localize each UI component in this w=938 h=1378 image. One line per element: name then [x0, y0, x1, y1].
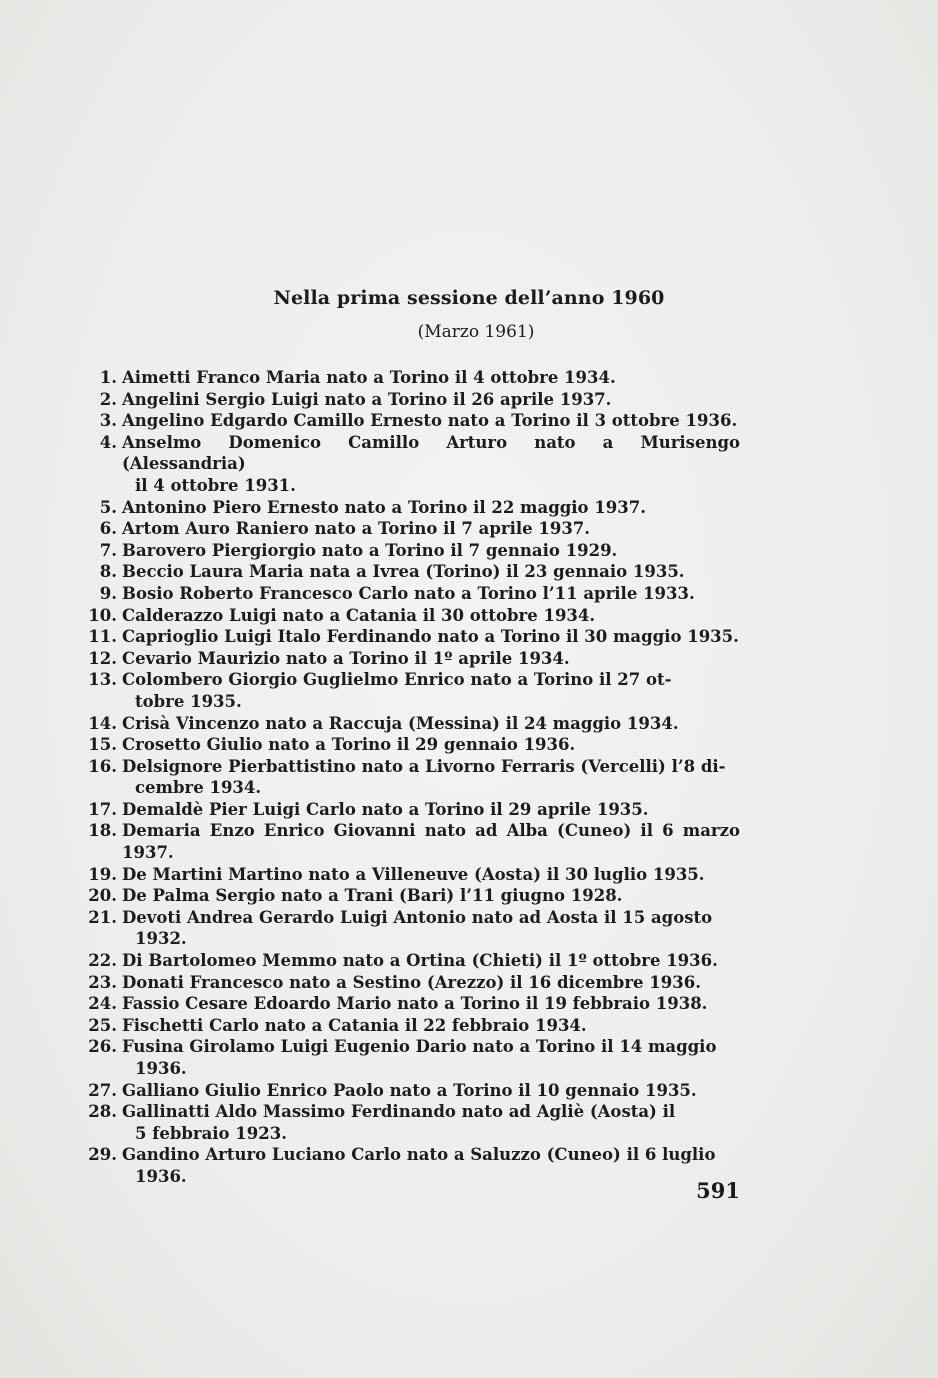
entry-line: Crosetto Giulio nato a Torino il 29 gennaio 1936.: [122, 735, 576, 755]
entry-continuation-line: 1932.: [135, 929, 187, 949]
list-item: [80, 497, 740, 519]
entry-text: [122, 410, 740, 432]
entry-number: 25.: [88, 1015, 117, 1035]
list-item: [80, 367, 740, 389]
graduate-list: [80, 367, 740, 1188]
entry-number: 24.: [88, 994, 117, 1014]
entry-number: 14.: [88, 713, 117, 733]
entry-number: 17.: [88, 799, 117, 819]
entry-text: [122, 367, 740, 389]
entry-number: 3.: [99, 411, 117, 431]
entry-text: [122, 885, 740, 907]
list-item: [80, 561, 740, 583]
list-item: [80, 648, 740, 670]
entry-line: Demaldè Pier Luigi Carlo nato a Torino il 29 aprile 1935.: [122, 799, 649, 819]
entry-text: [122, 1144, 740, 1187]
entry-number: 29.: [88, 1145, 117, 1165]
list-item: [80, 669, 740, 712]
list-item: [80, 626, 740, 648]
entry-line: Caprioglio Luigi Italo Ferdinando nato a Torino il 30 maggio 1935.: [122, 627, 739, 647]
list-item: [80, 1080, 740, 1102]
entry-line: Anselmo Domenico Camillo Arturo nato a Murisengo (Alessandria): [122, 432, 740, 474]
entry-line: Beccio Laura Maria nata a Ivrea (Torino) il 23 gennaio 1935.: [122, 562, 685, 582]
list-item: [80, 1101, 740, 1144]
entry-text: [122, 734, 740, 756]
list-item: [80, 972, 740, 994]
entry-line: Angelino Edgardo Camillo Ernesto nato a Torino il 3 ottobre 1936.: [122, 411, 738, 431]
entry-text: [122, 669, 740, 712]
entry-continuation-line: il 4 ottobre 1931.: [135, 475, 296, 495]
entry-text: [122, 518, 740, 540]
entry-continuation-line: 1936.: [135, 1059, 187, 1078]
entry-text: [122, 1015, 740, 1037]
entry-number: 13.: [88, 670, 117, 690]
entry-line: Antonino Piero Ernesto nato a Torino il 22 maggio 1937.: [122, 497, 646, 517]
entry-line: Di Bartolomeo Memmo nato a Ortina (Chieti) il 1º ottobre 1936.: [122, 951, 718, 971]
list-item: [80, 518, 740, 540]
entry-number: 2.: [99, 389, 117, 409]
list-item: [80, 820, 740, 863]
list-item: [80, 734, 740, 756]
list-item: [80, 993, 740, 1015]
list-item: [80, 389, 740, 411]
list-item: [80, 885, 740, 907]
entry-number: 1.: [99, 368, 117, 387]
entry-text: [122, 432, 740, 497]
entry-line: Cevario Maurizio nato a Torino il 1º aprile 1934.: [122, 648, 570, 668]
list-item: [80, 583, 740, 605]
entry-number: 10.: [88, 605, 117, 625]
list-item: [80, 799, 740, 821]
entry-line: Aimetti Franco Maria nato a Torino il 4 ottobre 1934.: [122, 368, 616, 387]
list-item: [80, 410, 740, 432]
entry-number: 9.: [99, 583, 117, 603]
entry-number: 15.: [88, 735, 117, 755]
entry-number: 20.: [88, 886, 117, 906]
entry-number: 28.: [88, 1102, 117, 1122]
list-item: [80, 432, 740, 497]
list-item: [80, 540, 740, 562]
entry-number: 4.: [99, 432, 117, 452]
entry-line: Fassio Cesare Edoardo Mario nato a Torino il 19 febbraio 1938.: [122, 994, 708, 1014]
entry-line: De Martini Martino nato a Villeneuve (Aosta) il 30 luglio 1935.: [122, 864, 705, 884]
entry-continuation-line: tobre 1935.: [135, 691, 242, 711]
entry-text: [122, 540, 740, 562]
entry-text: [122, 993, 740, 1015]
entry-continuation-line: 5 febbraio 1923.: [135, 1123, 287, 1143]
list-item: [80, 864, 740, 886]
entry-text: [122, 1036, 740, 1079]
entry-number: 27.: [88, 1080, 117, 1100]
entry-line: Gandino Arturo Luciano Carlo nato a Saluzzo (Cuneo) il 6 luglio: [122, 1145, 716, 1165]
entry-line: Galliano Giulio Enrico Paolo nato a Torino il 10 gennaio 1935.: [122, 1080, 697, 1100]
entry-text: [122, 713, 740, 735]
entry-line: Crisà Vincenzo nato a Raccuja (Messina) il 24 maggio 1934.: [122, 713, 679, 733]
entry-number: 8.: [99, 562, 117, 582]
entry-text: [122, 820, 740, 863]
entry-text: [122, 561, 740, 583]
entry-line: Demaria Enzo Enrico Giovanni nato ad Alba (Cuneo) il 6 marzo 1937.: [122, 821, 740, 863]
entry-text: [122, 648, 740, 670]
entry-number: 7.: [99, 540, 117, 560]
entry-text: [122, 907, 740, 950]
list-item: [80, 605, 740, 627]
section-subtitle: (Marzo 1961): [417, 322, 535, 342]
entry-line: Gallinatti Aldo Massimo Ferdinando nato ad Agliè (Aosta) il: [122, 1102, 676, 1122]
list-item: [80, 713, 740, 735]
entry-continuation-line: cembre 1934.: [135, 778, 262, 798]
entry-text: [122, 1080, 740, 1102]
entry-number: 11.: [88, 627, 117, 647]
entry-line: Fusina Girolamo Luigi Eugenio Dario nato a Torino il 14 maggio: [122, 1037, 717, 1057]
entry-text: [122, 583, 740, 605]
list-item: [80, 950, 740, 972]
entry-number: 12.: [88, 648, 117, 668]
entry-text: [122, 972, 740, 994]
entry-number: 21.: [88, 907, 117, 927]
entry-number: 23.: [88, 972, 117, 992]
entry-text: [122, 1101, 740, 1144]
entry-number: 19.: [88, 864, 117, 884]
list-item: [80, 1036, 740, 1079]
entry-text: [122, 389, 740, 411]
entry-line: Calderazzo Luigi nato a Catania il 30 ottobre 1934.: [122, 605, 596, 625]
entry-line: Artom Auro Raniero nato a Torino il 7 aprile 1937.: [122, 519, 591, 539]
entry-line: Fischetti Carlo nato a Catania il 22 febbraio 1934.: [122, 1015, 587, 1035]
entry-number: 5.: [99, 497, 117, 517]
list-item: [80, 756, 740, 799]
page-number: 591: [696, 1178, 740, 1203]
entry-text: [122, 626, 740, 648]
entry-line: Devoti Andrea Gerardo Luigi Antonio nato ad Aosta il 15 agosto: [122, 907, 713, 927]
list-item: [80, 1144, 740, 1187]
entry-line: De Palma Sergio nato a Trani (Bari) l’11 giugno 1928.: [122, 886, 623, 906]
entry-line: Delsignore Pierbattistino nato a Livorno Ferraris (Vercelli) l’8 di-: [122, 756, 726, 776]
entry-line: Angelini Sergio Luigi nato a Torino il 26 aprile 1937.: [122, 389, 612, 409]
list-item: [80, 1015, 740, 1037]
entry-line: Donati Francesco nato a Sestino (Arezzo) il 16 dicembre 1936.: [122, 972, 701, 992]
entry-text: [122, 864, 740, 886]
entry-continuation-line: 1936.: [135, 1166, 187, 1186]
entry-text: [122, 950, 740, 972]
entry-text: [122, 799, 740, 821]
entry-number: 26.: [88, 1037, 117, 1057]
entry-text: [122, 605, 740, 627]
entry-number: 16.: [88, 756, 117, 776]
entry-number: 18.: [88, 821, 117, 841]
section-title: Nella prima sessione dell’anno 1960: [273, 287, 665, 309]
entry-text: [122, 756, 740, 799]
entry-line: Barovero Piergiorgio nato a Torino il 7 gennaio 1929.: [122, 540, 618, 560]
entry-line: Bosio Roberto Francesco Carlo nato a Torino l’11 aprile 1933.: [122, 583, 695, 603]
entry-number: 6.: [99, 519, 117, 539]
list-item: [80, 907, 740, 950]
entry-line: Colombero Giorgio Guglielmo Enrico nato a Torino il 27 ot-: [122, 670, 672, 690]
entry-number: 22.: [88, 951, 117, 971]
entry-text: [122, 497, 740, 519]
